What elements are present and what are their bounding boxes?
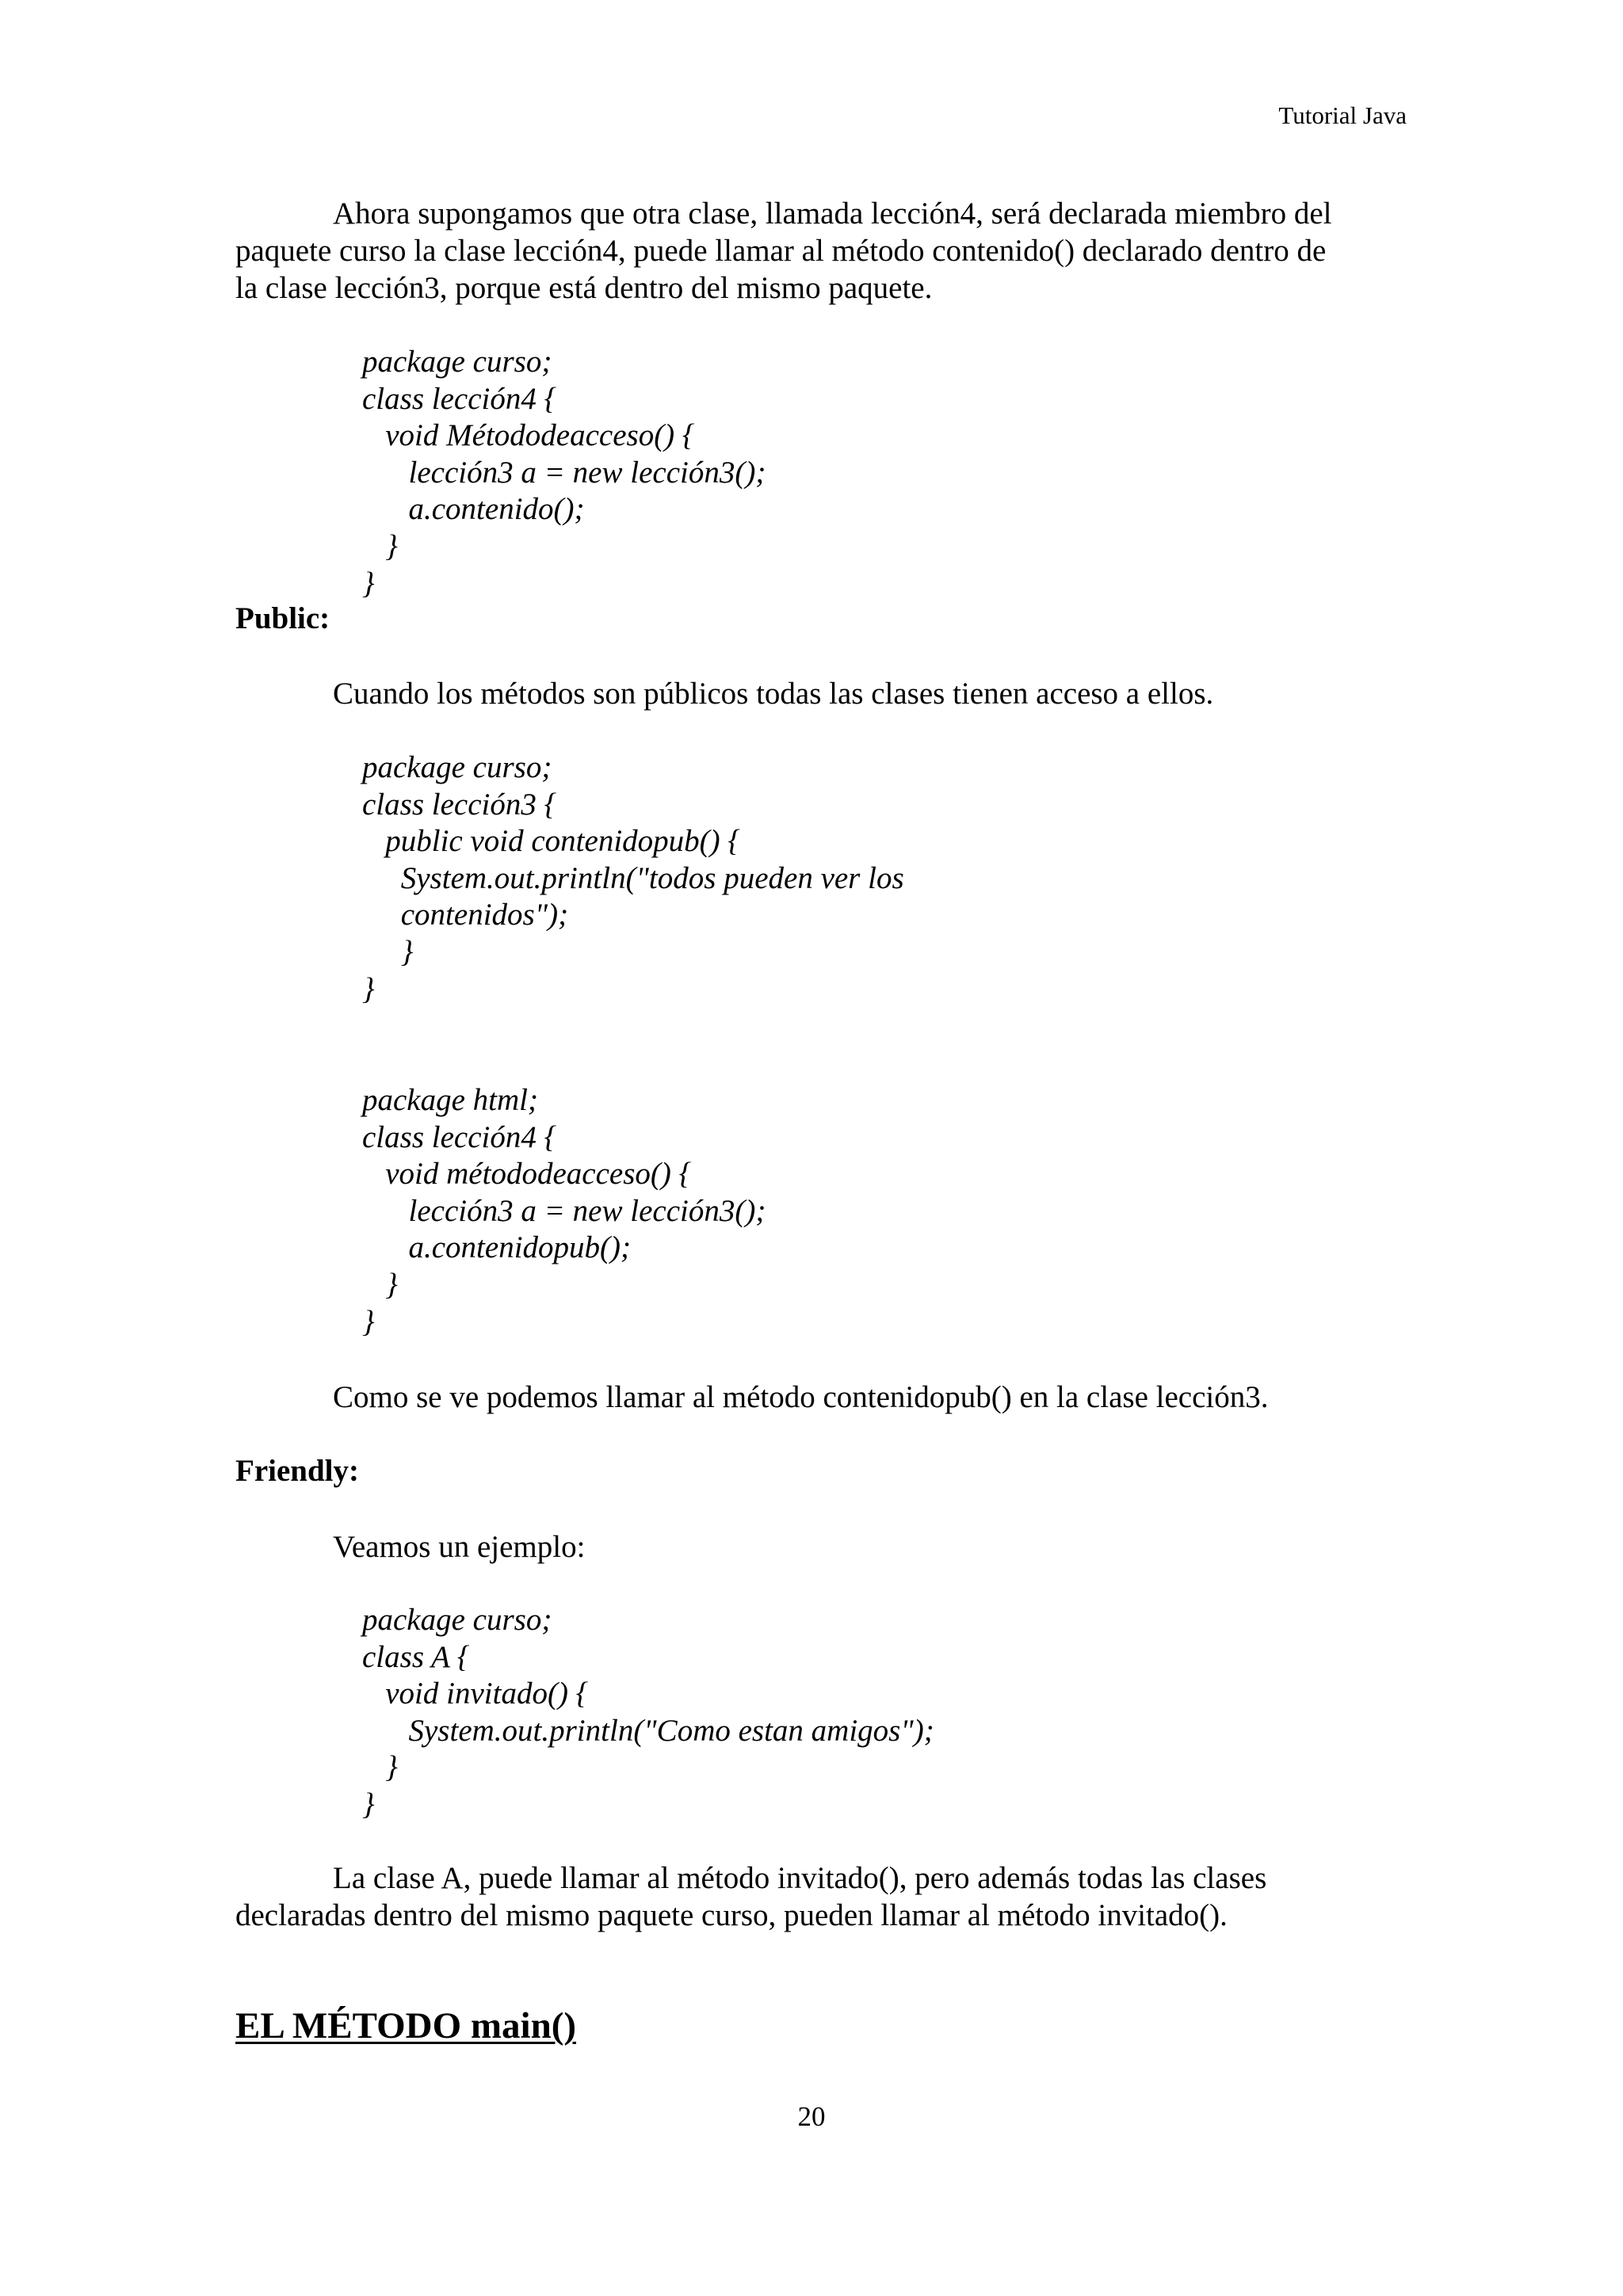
code-line: } (362, 971, 375, 1006)
code-line: void Métododeacceso() { (362, 418, 695, 453)
paragraph-intro (235, 195, 1332, 307)
code-block-leccion4-curso (362, 344, 766, 602)
code-line: contenidos"); (362, 898, 569, 933)
paragraph-line: Ahora supongamos que otra clase, llamada lección4, será declarada miembro del (333, 196, 1332, 231)
code-line: package html; (362, 1083, 539, 1117)
paragraph-line: declaradas dentro del mismo paquete curso, pueden llamar al método invitado(). (235, 1898, 1228, 1932)
code-line: } (362, 566, 375, 601)
running-header: Tutorial Java (1278, 101, 1407, 129)
friendly-description: Veamos un ejemplo: (333, 1530, 586, 1564)
code-line: } (362, 1304, 375, 1339)
code-line: package curso; (362, 345, 552, 379)
code-line: class lección4 { (362, 381, 557, 416)
section-heading: EL MÉTODO main() (235, 2005, 577, 2046)
code-line: class lección4 { (362, 1119, 557, 1154)
code-line: class lección3 { (362, 787, 557, 822)
paragraph-line: La clase A, puede llamar al método invitado(), pero además todas las clases (333, 1861, 1267, 1895)
code-line: lección3 a = new lección3(); (362, 455, 766, 490)
code-line: void invitado() { (362, 1676, 589, 1711)
paragraph-contenidopub: Como se ve podemos llamar al método contenidopub() en la clase lección3. (333, 1380, 1269, 1414)
code-line: } (362, 1787, 375, 1821)
code-line: } (362, 1750, 398, 1785)
paragraph-line: la clase lección3, porque está dentro del mismo paquete. (235, 271, 933, 305)
code-line: void métododeacceso() { (362, 1157, 692, 1192)
code-line: System.out.println("Como estan amigos"); (362, 1713, 934, 1748)
code-line: a.contenido(); (362, 492, 585, 527)
code-line: package curso; (362, 1603, 552, 1637)
code-line: } (362, 934, 414, 969)
code-line: lección3 a = new lección3(); (362, 1193, 766, 1228)
code-line: package curso; (362, 750, 552, 784)
code-line: System.out.println("todos pueden ver los (362, 860, 904, 895)
code-line: public void contenidopub() { (362, 824, 740, 859)
page-number: 20 (797, 2101, 826, 2132)
code-line: } (362, 1267, 398, 1302)
code-block-leccion4-html (362, 1082, 766, 1341)
code-line: class A { (362, 1639, 470, 1674)
section-label-friendly: Friendly: (235, 1454, 359, 1488)
public-description: Cuando los métodos son públicos todas las clases tienen acceso a ellos. (333, 677, 1214, 711)
code-line: } (362, 528, 398, 563)
paragraph-line: paquete curso la clase lección4, puede llamar al método contenido() declarado dentro de (235, 234, 1327, 268)
code-block-class-a (362, 1602, 934, 1824)
section-label-public: Public: (235, 601, 330, 635)
code-block-leccion3-curso (362, 749, 904, 1008)
code-line: a.contenidopub(); (362, 1230, 632, 1265)
paragraph-invitado (235, 1859, 1266, 1934)
